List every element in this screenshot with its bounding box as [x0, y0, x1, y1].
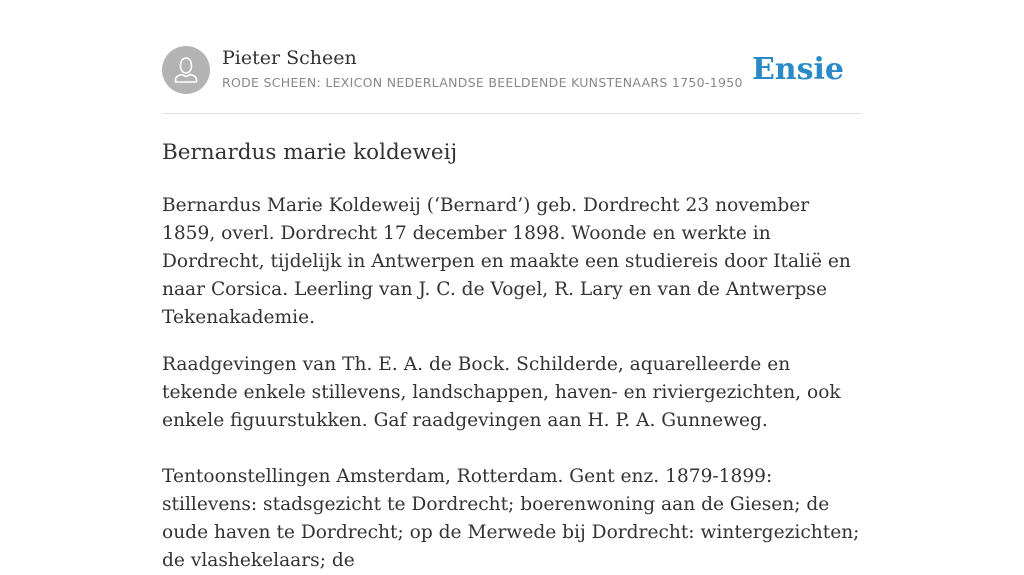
user-silhouette-icon — [162, 46, 210, 94]
avatar[interactable] — [162, 46, 210, 94]
article-header — [162, 46, 862, 96]
header-divider — [162, 113, 862, 114]
article-paragraph: Raadgevingen van Th. E. A. de Bock. Schilderde, aquarelleerde en tekende enkele stillevens, landschappen, haven- en riviergezichten, ook enkele figuurstukken. Gaf raadgevingen aan H. P. A. Gunneweg. — [162, 354, 841, 431]
author-name[interactable]: Pieter Scheen — [222, 47, 357, 69]
article-body — [162, 138, 864, 575]
article-paragraph: Tentoonstellingen Amsterdam, Rotterdam. Gent enz. 1879-1899: stillevens: stadsgezicht te Dordrecht; boerenwoning aan de Giesen; de oude haven te Dordrecht; op de Merwede bij Dordrecht: wintergezichten; de vlashekelaars; de — [162, 466, 860, 571]
article-title: Bernardus marie koldeweij — [162, 140, 458, 165]
ensie-logo[interactable]: Ensie — [751, 52, 844, 87]
source-title[interactable]: RODE SCHEEN: LEXICON NEDERLANDSE BEELDENDE KUNSTENAARS 1750-1950 — [222, 75, 743, 90]
article-paragraph: Bernardus Marie Koldeweij (‘Bernard’) geb. Dordrecht 23 november 1859, overl. Dordrecht 17 december 1898. Woonde en werkte in Dordrecht, tijdelijk in Antwerpen en maakte een studiereis door Italië en naar Corsica. Leerling van J. C. de Vogel, R. Lary en van de Antwerpse Tekenakademie. — [162, 195, 851, 328]
